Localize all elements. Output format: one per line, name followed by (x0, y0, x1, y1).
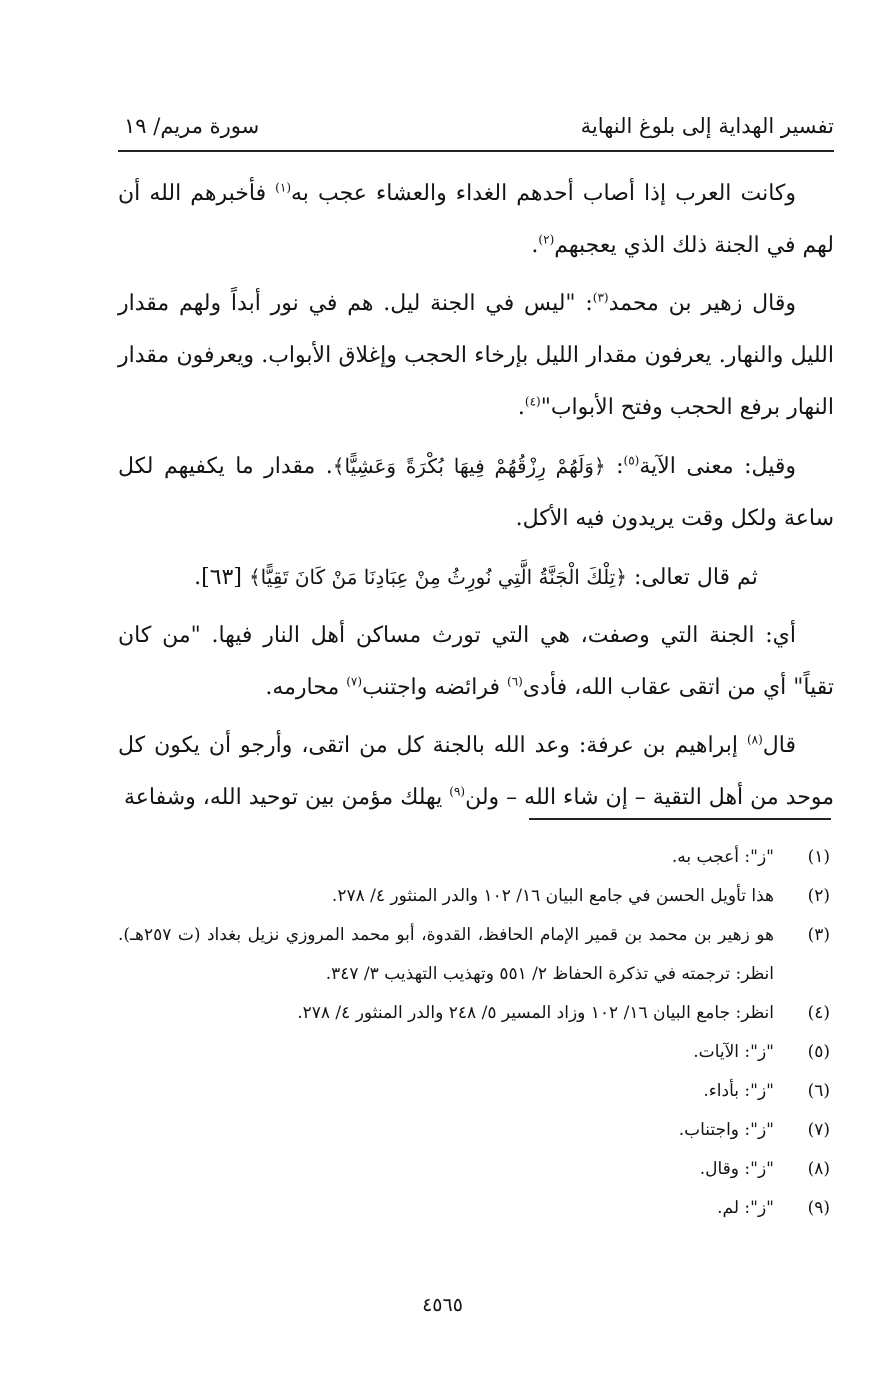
footnote-1 (118, 838, 834, 877)
footnote-divider (529, 818, 831, 820)
footnotes (118, 838, 834, 1228)
header-divider (118, 150, 834, 152)
running-header (118, 110, 834, 150)
text-run: . (531, 233, 539, 258)
footnote-text: هو زهير بن محمد بن قمير الإمام الحافظ، القدوة، أبو محمد المروزي نزيل بغداد (ت ٢٥٧هـ). انظر: ترجمته في تذكرة الحفاظ ٢/ ٥٥١ وتهذيب التهذيب ٣/ ٣٤٧. (118, 925, 774, 984)
book-title: تفسير الهداية إلى بلوغ النهاية (580, 114, 834, 138)
text-run: أي: الجنة التي وصفت، هي التي تورث مساكن أهل النار فيها. "من كان تقياً" أي من اتقى عقاب الله، فأدى (118, 623, 834, 700)
quran-verse: ﴿تِلْكَ الْجَنَّةُ الَّتِي نُورِثُ مِنْ عِبَادِنَا مَنْ كَانَ تَقِيًّا﴾ (248, 565, 627, 589)
footnote-9 (118, 1189, 834, 1228)
footnote-number: (٥) (807, 1042, 830, 1062)
footnote-number: (٧) (807, 1120, 830, 1140)
footnote-text: "ز": لم. (717, 1198, 774, 1218)
footnote-number: (٨) (807, 1159, 830, 1179)
footnote-text: "ز": الآيات. (693, 1042, 774, 1062)
footnote-ref-5[interactable]: (٥) (623, 453, 640, 468)
footnote-text: "ز": بأداء. (703, 1081, 774, 1101)
footnote-ref-8[interactable]: (٨) (746, 732, 763, 747)
footnote-number: (٤) (807, 1003, 830, 1023)
text-run: . مقدار ما يكفيهم لكل ساعة ولكل وقت يريدون فيه الأكل. (118, 454, 834, 531)
paragraph-6 (118, 720, 834, 824)
text-run: محارمه. (265, 675, 347, 700)
paragraph-2 (118, 278, 834, 434)
footnote-text: هذا تأويل الحسن في جامع البيان ١٦/ ١٠٢ والدر المنثور ٤/ ٢٧٨. (331, 886, 774, 906)
footnote-text: "ز": واجتناب. (678, 1120, 774, 1140)
text-run: قال (762, 733, 796, 758)
text-run: فأخبرهم الله أن لهم في الجنة ذلك الذي يعجبهم (118, 181, 834, 258)
footnote-3 (118, 916, 834, 994)
footnote-ref-3[interactable]: (٣) (592, 290, 609, 305)
paragraph-1 (118, 168, 834, 272)
footnote-ref-9[interactable]: (٩) (449, 784, 466, 799)
footnote-text: "ز": أعجب به. (671, 847, 774, 867)
main-text (118, 168, 834, 830)
footnote-ref-2[interactable]: (٢) (538, 232, 555, 247)
footnote-text: انظر: جامع البيان ١٦/ ١٠٢ وزاد المسير ٥/ ٢٤٨ والدر المنثور ٤/ ٢٧٨. (297, 1003, 774, 1023)
footnote-6 (118, 1072, 834, 1111)
text-run: . (517, 395, 525, 420)
quran-verse: ﴿وَلَهُمْ رِزْقُهُمْ فِيهَا بُكْرَةً وَعَشِيًّا﴾ (332, 454, 606, 478)
footnote-number: (٢) (807, 886, 830, 906)
paragraph-5 (118, 610, 834, 714)
text-run: : (605, 454, 624, 479)
text-run: وقال زهير بن محمد (608, 291, 796, 316)
footnote-ref-1[interactable]: (١) (275, 180, 291, 195)
text-run: وكانت العرب إذا أصاب أحدهم الغداء والعشاء عجب به (291, 181, 796, 206)
page-number: ٤٥٦٥ (422, 1294, 463, 1316)
text-run: إبراهيم بن عرفة: وعد الله بالجنة كل من اتقى، وأرجو أن يكون كل موحد من أهل التقية – إن شاء الله – ولن (118, 733, 834, 810)
footnote-number: (٣) (807, 925, 830, 945)
footnote-5 (118, 1033, 834, 1072)
footnote-number: (٩) (807, 1198, 830, 1218)
footnote-ref-4[interactable]: (٤) (524, 394, 541, 409)
footnote-text: "ز": وقال. (699, 1159, 774, 1179)
footnote-number: (١) (807, 847, 830, 867)
text-run: : "ليس في الجنة ليل. هم في نور أبداً ولهم مقدار الليل والنهار. يعرفون مقدار الليل بإرخاء الحجب وإغلاق الأبواب. ويعرفون مقدار النهار برفع الحجب وفتح الأبواب" (118, 291, 834, 420)
text-run: ثم قال تعالى: (626, 565, 758, 590)
text-run: فرائضه واجتنب (362, 675, 508, 700)
verse-number: [٦٣]. (194, 565, 249, 590)
footnote-4 (118, 994, 834, 1033)
text-run: يهلك مؤمن بين توحيد الله، وشفاعة (123, 785, 450, 810)
footnote-ref-7[interactable]: (٧) (346, 674, 363, 689)
footnote-7 (118, 1111, 834, 1150)
surah-reference: سورة مريم/ ١٩ (124, 114, 260, 138)
footnote-number: (٦) (807, 1081, 830, 1101)
text-run: وقيل: معنى الآية (639, 454, 796, 479)
footnote-2 (118, 877, 834, 916)
footnote-8 (118, 1150, 834, 1189)
paragraph-4 (118, 551, 834, 604)
footnote-ref-6[interactable]: (٦) (507, 674, 523, 689)
paragraph-3 (118, 440, 834, 545)
